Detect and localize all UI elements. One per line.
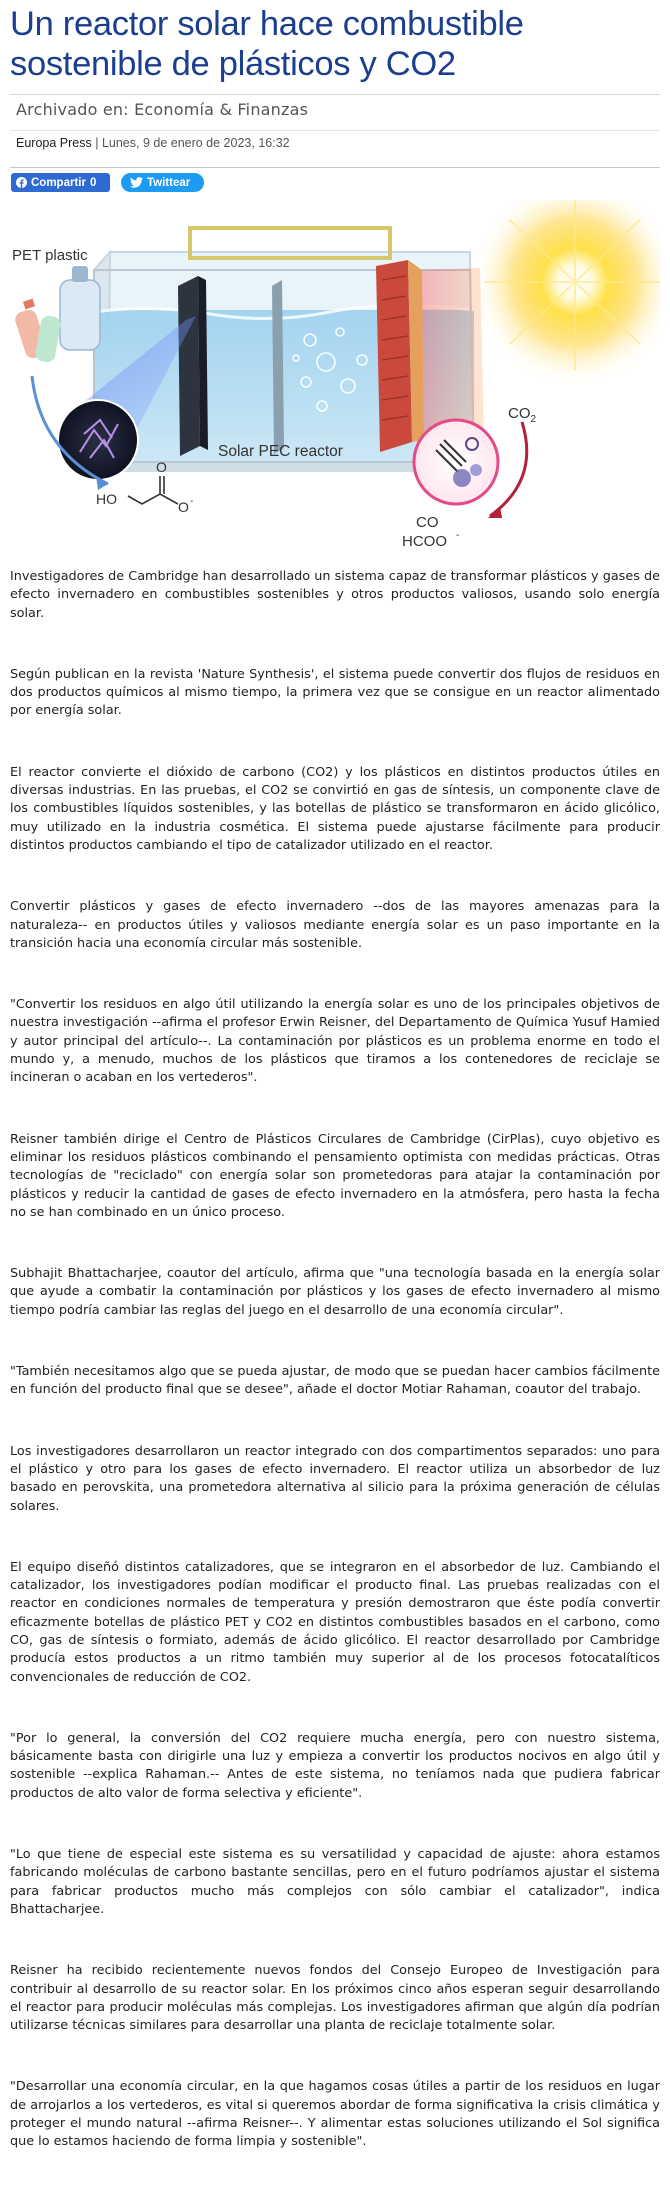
facebook-share-button[interactable] xyxy=(11,173,110,192)
twitter-share-button[interactable] xyxy=(121,173,204,192)
co2-subscript-label: 2 xyxy=(530,414,537,425)
formate-charge-label: - xyxy=(456,530,460,541)
byline-divider xyxy=(10,167,660,168)
article-paragraph: Los investigadores desarrollaron un reactor integrado con dos compartimentos separados: uno para el plástico y otro para los gases de efecto invernadero. El reactor utiliza un absorbedor de luz basado en perovskita, una prometedora alternativa al silicio para la próxima generación de células solares. xyxy=(10,1443,660,1514)
pet-plastic-label: PET plastic xyxy=(12,247,88,264)
facebook-share-count: 0 xyxy=(89,176,97,189)
article-paragraph: Reisner ha recibido recientemente nuevos fondos del Consejo Europeo de Investigación para contribuir al desarrollo de su reactor solar. En los próximos cinco años esperan seguir desarrollando el reactor para producir moléculas más complejas. Los investigadores afirman que algún día podrían utilizarse técnicas similares para desarrollar una planta de reciclaje totalmente solar. xyxy=(10,1963,660,2034)
glycolic-o-label: O xyxy=(156,459,167,475)
glycolic-o-minus-label: O xyxy=(178,499,189,515)
formate-label: HCOO xyxy=(402,533,447,550)
solar-pec-reactor-label: Solar PEC reactor xyxy=(218,443,343,460)
archive-category-link[interactable]: Economía & Finanzas xyxy=(134,100,309,119)
article-paragraph: Subhajit Bhattacharjee, coautor del artículo, afirma que "una tecnología basada en la energía solar que ayude a combatir la contaminación por plásticos y los gases de efecto invernadero al mismo tiempo podría cambiar las reglas del juego en el desarrollo de una economía circular". xyxy=(10,1266,660,1318)
article-paragraph: "Por lo general, la conversión del CO2 requiere mucha energía, pero con nuestro sistema, básicamente basta con dirigirle una luz y empieza a convertir los productos nocivos en algo útil y sostenible --explica Rahaman.-- Antes de este sistema, no teníamos nada que pudiera fabricar productos de alto valor de forma selectiva y eficiente". xyxy=(10,1730,660,1801)
glycolic-charge-label: - xyxy=(190,496,194,507)
facebook-icon xyxy=(16,177,27,188)
article-paragraph: "Lo que tiene de especial este sistema es su versatilidad y capacidad de ajuste: ahora estamos fabricando moléculas de carbono bastante sencillas, pero en el futuro podríamos ajustar el sistema para fabricar productos mucho más complejos con sólo cambiar el catalizador", indica Bhattacharjee. xyxy=(10,1847,660,1917)
twitter-share-label: Twittear xyxy=(147,176,191,189)
byline xyxy=(16,136,290,150)
title-divider xyxy=(10,94,660,95)
article-paragraph: Reisner también dirige el Centro de Plásticos Circulares de Cambridge (CirPlas), cuyo objetivo es eliminar los residuos plásticos combinando el pensamiento optimista con medidas prácticas. Otras tecnologías de "reciclado" con energía solar son prometedoras para atajar la contaminación por plásticos y reducir la cantidad de gases de efecto invernadero en la atmósfera, pero hasta la fecha no se han combinado en un único proceso. xyxy=(10,1131,660,1220)
co2-main-label: CO xyxy=(508,405,531,422)
article-paragraph: "Desarrollar una economía circular, en la que hagamos cosas útiles a partir de los residuos en lugar de arrojarlos a los vertederos, es vital si queremos abordar de forma significativa la crisis climática y proteger el mundo natural --afirma Reisner--. Y alimentar estas soluciones utilizando el Sol significa que lo estamos haciendo de forma limpia y sostenible". xyxy=(10,2079,660,2150)
article-paragraph: Investigadores de Cambridge han desarrollado un sistema capaz de transformar plásticos y gases de efecto invernadero en combustibles sostenibles y otros productos valiosos, usando solo energía solar. xyxy=(10,569,660,621)
co-label: CO xyxy=(416,514,439,531)
article-paragraph: "Convertir los residuos en algo útil utilizando la energía solar es uno de los principales objetivos de nuestra investigación --afirma el profesor Erwin Reisner, del Departamento de Química Yusuf Hamied y autor principal del artículo--. La contaminación por plásticos es un problema enorme en todo el mundo y, a menudo, muchos de los plásticos que tiramos a los contenedores de reciclaje se incineran o acaban en los vertederos". xyxy=(10,997,660,1086)
article-title: Un reactor solar hace combustible sostenible de plásticos y CO2 xyxy=(10,5,524,83)
archive-divider xyxy=(10,130,660,131)
article-paragraph: El equipo diseñó distintos catalizadores, que se integraron en el absorbedor de luz. Cambiando el catalizador, los investigadores podían modificar el producto final. Las pruebas realizadas con el reactor en condiciones normales de temperatura y presión demostraron que éste podía convertir eficazmente botellas de plástico PET y CO2 en distintos combustibles basados en el carbono, como CO, gas de síntesis o formiato, además de ácido glicólico. El reactor desarrollado por Cambridge producía estos productos a un ritmo también muy superior al de los procesos fotocatalíticos convencionales de reducción de CO2. xyxy=(10,1559,660,1685)
byline-date: Lunes, 9 de enero de 2023, 16:32 xyxy=(101,136,290,150)
byline-separator: | xyxy=(91,136,102,150)
archive-line xyxy=(16,100,308,119)
glycolic-ho-label: HO xyxy=(96,491,117,507)
twitter-bird-icon xyxy=(130,177,143,188)
article-paragraph: El reactor convierte el dióxido de carbono (CO2) y los plásticos en distintos productos útiles en diversas industrias. En las pruebas, el CO2 se convirtió en gas de síntesis, un componente clave de los combustibles líquidos sostenibles, y las botellas de plástico se transformaron en ácido glicólico, muy utilizado en la industria cosmética. El sistema puede ajustarse fácilmente para producir distintos productos cambiando el tipo de catalizador utilizado en el reactor. xyxy=(10,764,660,853)
byline-source: Europa Press xyxy=(16,136,92,150)
archive-label: Archivado en: xyxy=(16,100,135,119)
catalyst-microscopy-icon xyxy=(58,400,138,480)
article-paragraph: Convertir plásticos y gases de efecto invernadero --dos de las mayores amenazas para la naturaleza-- en productos útiles y valiosos mediante energía solar es un paso importante en la transición hacia una economía circular más sostenible. xyxy=(10,899,660,951)
separator-membrane xyxy=(272,280,284,454)
reactor-illustration xyxy=(10,200,660,560)
co2-catalyst-icon xyxy=(414,420,498,504)
article-paragraph: Según publican en la revista 'Nature Synthesis', el sistema puede convertir dos flujos de residuos en dos productos químicos al mismo tiempo, la primera vez que se consigue en un reactor alimentado por energía solar. xyxy=(10,666,660,719)
facebook-share-label: Compartir xyxy=(31,176,86,189)
article-body xyxy=(10,568,660,2195)
article-paragraph: "También necesitamos algo que se pueda ajustar, de modo que se puedan hacer cambios fácilmente en función del producto final que se desee", añade el doctor Motiar Rahaman, coautor del trabajo. xyxy=(10,1364,660,1398)
photoanode-membrane xyxy=(178,276,208,456)
